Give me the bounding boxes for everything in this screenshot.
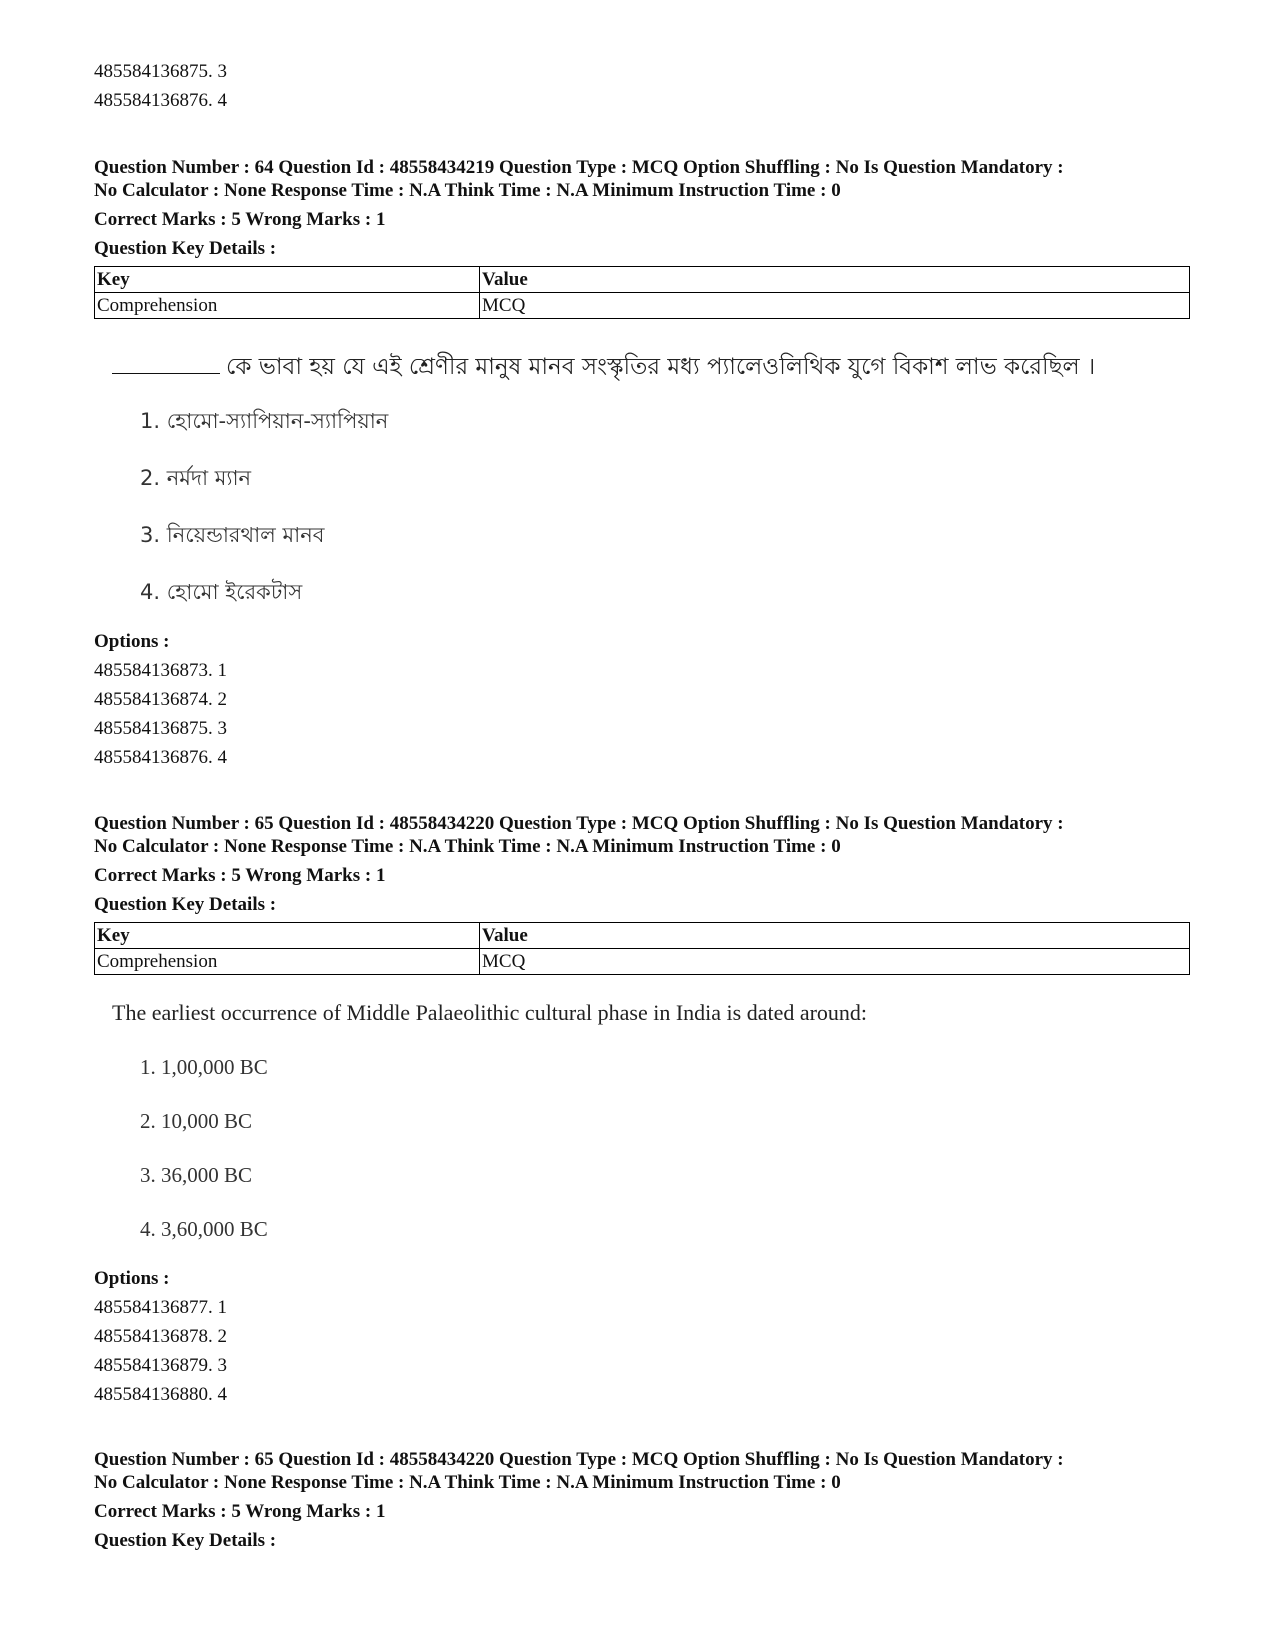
table-cell-value: MCQ <box>480 949 1190 975</box>
option-line: 485584136875. 3 <box>94 61 227 82</box>
table-cell-key: Comprehension <box>95 293 480 319</box>
question-header: No Calculator : None Response Time : N.A Think Time : N.A Minimum Instruction Time : 0 <box>94 180 841 201</box>
options-label: Options : <box>94 1268 170 1289</box>
answer-choice: 1. হোমো-স্যাপিয়ান-স্যাপিয়ান <box>140 409 389 433</box>
key-details-table <box>94 266 1190 319</box>
option-line: 485584136876. 4 <box>94 747 227 768</box>
answer-choice: 2. 10,000 BC <box>140 1109 253 1133</box>
table-header-key: Key <box>95 923 480 949</box>
option-line: 485584136880. 4 <box>94 1384 227 1405</box>
marks-line: Correct Marks : 5 Wrong Marks : 1 <box>94 865 386 886</box>
question-text: The earliest occurrence of Middle Palaeolithic cultural phase in India is dated around: <box>112 1000 868 1025</box>
key-details-label: Question Key Details : <box>94 894 277 915</box>
answer-choice: 3. 36,000 BC <box>140 1163 253 1187</box>
option-line: 485584136879. 3 <box>94 1355 227 1376</box>
question-header: No Calculator : None Response Time : N.A Think Time : N.A Minimum Instruction Time : 0 <box>94 1472 841 1493</box>
key-details-label: Question Key Details : <box>94 1530 277 1551</box>
key-details-table <box>94 922 1190 975</box>
answer-choice: 2. নর্মদা ম্যান <box>140 466 252 490</box>
option-line: 485584136875. 3 <box>94 718 227 739</box>
table-cell-value: MCQ <box>480 293 1190 319</box>
answer-choice: 1. 1,00,000 BC <box>140 1055 268 1079</box>
option-line: 485584136874. 2 <box>94 689 227 710</box>
question-text: কে ভাবা হয় যে এই শ্রেণীর মানুষ মানব সংস্কৃতির মধ্য প্যালেওলিথিক যুগে বিকাশ লাভ করেছিল । <box>112 348 1095 387</box>
marks-line: Correct Marks : 5 Wrong Marks : 1 <box>94 1501 386 1522</box>
answer-blank <box>112 353 220 374</box>
option-line: 485584136873. 1 <box>94 660 227 681</box>
table-header-value: Value <box>480 923 1190 949</box>
table-header-value: Value <box>480 267 1190 293</box>
marks-line: Correct Marks : 5 Wrong Marks : 1 <box>94 209 386 230</box>
options-label: Options : <box>94 631 170 652</box>
answer-choice: 4. 3,60,000 BC <box>140 1217 268 1241</box>
option-line: 485584136876. 4 <box>94 90 227 111</box>
option-line: 485584136877. 1 <box>94 1297 227 1318</box>
answer-choice: 3. নিয়েন্ডারথাল মানব <box>140 523 325 547</box>
question-header: No Calculator : None Response Time : N.A Think Time : N.A Minimum Instruction Time : 0 <box>94 836 841 857</box>
question-header: Question Number : 65 Question Id : 48558434220 Question Type : MCQ Option Shuffling : No Is Question Mandatory : <box>94 1449 1064 1470</box>
table-cell-key: Comprehension <box>95 949 480 975</box>
question-header: Question Number : 65 Question Id : 48558434220 Question Type : MCQ Option Shuffling : No Is Question Mandatory : <box>94 813 1064 834</box>
answer-choice: 4. হোমো ইরেকটাস <box>140 580 303 604</box>
question-header: Question Number : 64 Question Id : 48558434219 Question Type : MCQ Option Shuffling : No Is Question Mandatory : <box>94 157 1064 178</box>
option-line: 485584136878. 2 <box>94 1326 227 1347</box>
key-details-label: Question Key Details : <box>94 238 277 259</box>
table-header-key: Key <box>95 267 480 293</box>
